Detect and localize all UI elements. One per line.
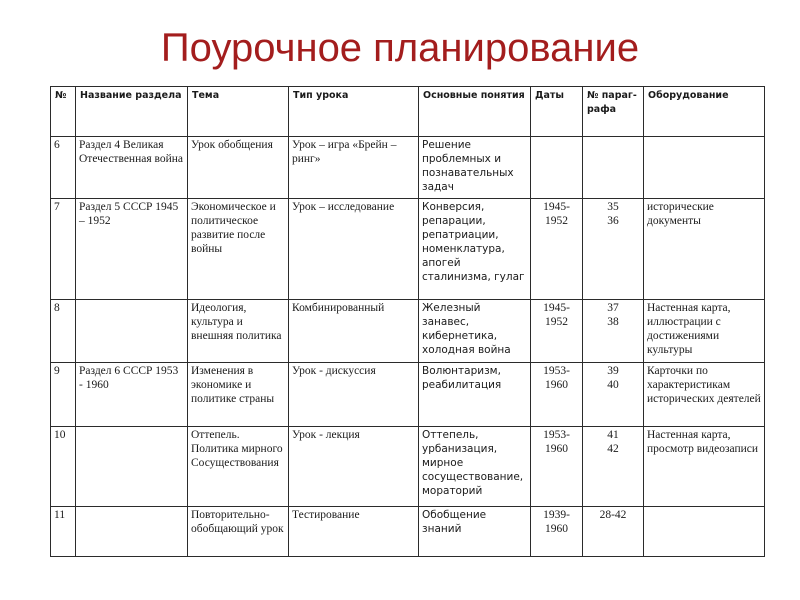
table-row [51,137,765,199]
paragraph-number: 38 [607,316,619,328]
cell-paragraph [583,199,644,300]
cell-topic: Экономическое и политическое развитие после войны [188,199,289,300]
table-row [51,300,765,363]
header-num: № [51,87,76,137]
paragraph-number: 39 [607,365,619,377]
cell-lesson-type: Комбинированный [289,300,419,363]
cell-paragraph [583,300,644,363]
cell-lesson-type: Урок - дискуссия [289,363,419,427]
cell-concepts: Железный занавес, кибернетика, холодная война [419,300,531,363]
cell-lesson-type: Тестирование [289,507,419,557]
cell-topic: Изменения в экономике и политике страны [188,363,289,427]
cell-num: 6 [51,137,76,199]
paragraph-number: 37 [607,302,619,314]
cell-equipment: Карточки по характеристикам исторических деятелей [644,363,765,427]
cell-section [76,300,188,363]
cell-dates: 1945-1952 [531,199,583,300]
cell-lesson-type: Урок – игра «Брейн – ринг» [289,137,419,199]
paragraph-number: 40 [607,379,619,391]
cell-section: Раздел 5 СССР 1945 – 1952 [76,199,188,300]
table-row [51,363,765,427]
cell-topic: Повторительно-обобщающий урок [188,507,289,557]
cell-paragraph [583,363,644,427]
table-row [51,427,765,507]
header-equipment: Оборудование [644,87,765,137]
cell-concepts: Волюнтаризм, реабилитация [419,363,531,427]
cell-topic: Оттепель. Политика мирного Сосуществования [188,427,289,507]
header-dates: Даты [531,87,583,137]
cell-concepts: Конверсия, репарации, репатриации, номенклатура, апогей сталинизма, гулаг [419,199,531,300]
cell-paragraph [583,427,644,507]
cell-lesson-type: Урок – исследование [289,199,419,300]
cell-num: 11 [51,507,76,557]
cell-num: 7 [51,199,76,300]
header-topic: Тема [188,87,289,137]
slide-title: Поурочное планирование [160,26,640,70]
cell-equipment [644,507,765,557]
cell-dates: 1953-1960 [531,363,583,427]
cell-topic: Идеология, культура и внешняя политика [188,300,289,363]
cell-dates: 1953-1960 [531,427,583,507]
cell-section [76,507,188,557]
cell-section [76,427,188,507]
table-row [51,507,765,557]
paragraph-number: 36 [607,215,619,227]
cell-dates: 1945-1952 [531,300,583,363]
cell-num: 10 [51,427,76,507]
cell-section: Раздел 6 СССР 1953 - 1960 [76,363,188,427]
cell-equipment [644,137,765,199]
cell-section: Раздел 4 Великая Отечественная война [76,137,188,199]
cell-paragraph: 28-42 [583,507,644,557]
header-concepts: Основные понятия [419,87,531,137]
cell-paragraph [583,137,644,199]
cell-concepts: Оттепель, урбанизация, мирное сосуществование, мораторий [419,427,531,507]
cell-concepts: Обобщение знаний [419,507,531,557]
header-paragraph: № параг-рафа [583,87,644,137]
paragraph-number: 42 [607,443,619,455]
header-lesson-type: Тип урока [289,87,419,137]
table-row [51,199,765,300]
cell-dates: 1939-1960 [531,507,583,557]
paragraph-number: 41 [607,429,619,441]
paragraph-number: 35 [607,201,619,213]
cell-lesson-type: Урок - лекция [289,427,419,507]
header-section: Название раздела [76,87,188,137]
cell-num: 9 [51,363,76,427]
cell-num: 8 [51,300,76,363]
cell-topic: Урок обобщения [188,137,289,199]
lesson-plan-table [50,86,765,557]
cell-dates [531,137,583,199]
header-row [51,87,765,137]
cell-concepts: Решение проблемных и познавательных задач [419,137,531,199]
cell-equipment: Настенная карта, иллюстрации с достижениями культуры [644,300,765,363]
cell-equipment: исторические документы [644,199,765,300]
cell-equipment: Настенная карта, просмотр видеозаписи [644,427,765,507]
